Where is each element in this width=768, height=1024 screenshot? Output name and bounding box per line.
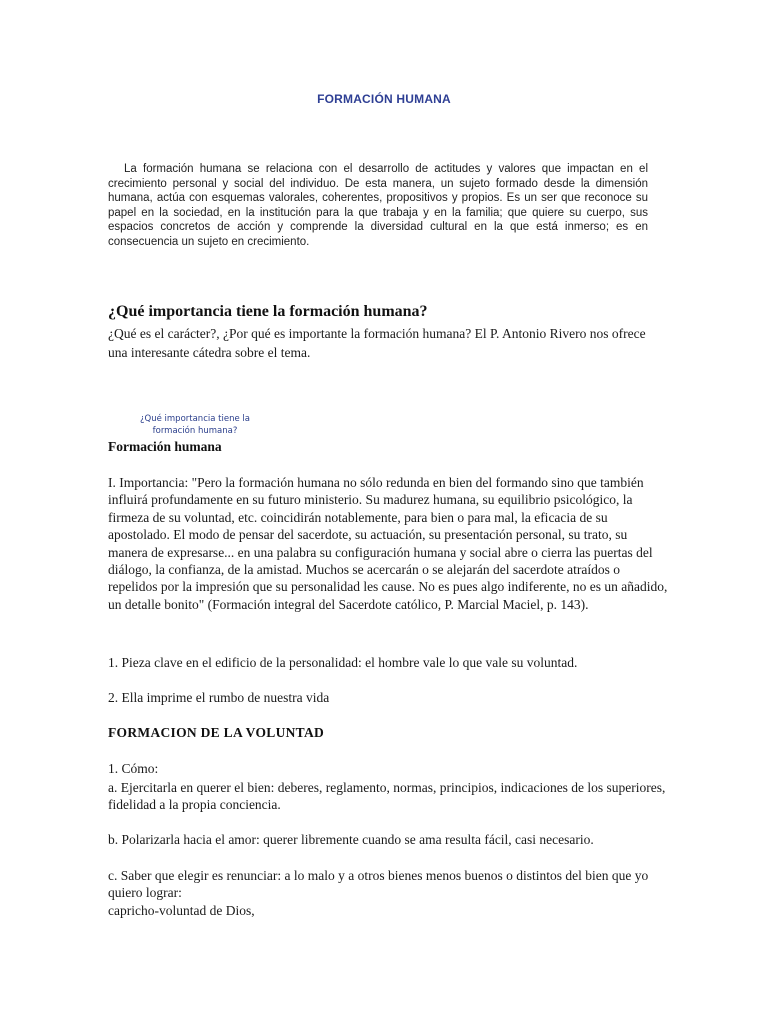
voluntad-heading: FORMACION DE LA VOLUNTAD bbox=[108, 725, 325, 740]
section-heading: Formación humana bbox=[108, 439, 222, 454]
article-link[interactable] bbox=[110, 413, 280, 437]
question-heading: ¿Qué importancia tiene la formación humana? bbox=[108, 303, 428, 320]
item-a: a. Ejercitarla en querer el bien: deberes, reglamento, normas, principios, indicaciones de los superiores, fidelidad a la propia conciencia. bbox=[108, 780, 666, 813]
intro-paragraph: La formación humana se relaciona con el desarrollo de actitudes y valores que impactan en el crecimiento personal y social del individuo. De esta manera, un sujeto formado desde la dimensión humana, actúa con esquemas valorales, coherentes, propositivos y propios. Es un ser que reconoce su papel en la sociedad, en la institución para la que trabaja y en la familia; que quiere su cuerpo, sus espacios concretos de acción y comprende la diversidad cultural en la que está inmerso; es en consecuencia un sujeto en crecimiento. bbox=[108, 163, 648, 248]
item-b: b. Polarizarla hacia el amor: querer libremente cuando se ama resulta fácil, casi necesario. bbox=[108, 832, 594, 847]
item-c-continued: capricho-voluntad de Dios, bbox=[108, 903, 255, 918]
point-one: 1. Pieza clave en el edificio de la personalidad: el hombre vale lo que vale su voluntad. bbox=[108, 655, 578, 670]
page-title: FORMACIÓN HUMANA bbox=[317, 92, 451, 106]
article-link-line1: ¿Qué importancia tiene la bbox=[140, 414, 250, 424]
point-two: 2. Ella imprime el rumbo de nuestra vida bbox=[108, 690, 330, 705]
item-c: c. Saber que elegir es renunciar: a lo malo y a otros bienes menos buenos o distintos del bien que yo quiero lograr: bbox=[108, 868, 649, 901]
question-subtext: ¿Qué es el carácter?, ¿Por qué es importante la formación humana? El P. Antonio Rivero nos ofrece una interesante cátedra sobre el tema. bbox=[108, 326, 646, 360]
como-label: 1. Cómo: bbox=[108, 761, 159, 776]
importance-paragraph: I. Importancia: "Pero la formación humana no sólo redunda en bien del formando sino que también influirá profundamente en su futuro ministerio. Su madurez humana, su equilibrio psicológico, la firmeza de su voluntad, etc. coincidirán notablemente, para bien o para mal, la eficacia de su apostolado. El modo de pensar del sacerdote, su actuación, su presentación personal, su trato, su manera de expresarse... en una palabra su configuración humana y social abre o cierra las puertas del diálogo, la confianza, de la amistad. Muchos se acercarán o se alejarán del sacerdote atraídos o repelidos por la impresión que su personalidad les cause. No es pues algo indiferente, no es un añadido, un detalle bonito" (Formación integral del Sacerdote católico, P. Marcial Maciel, p. 143). bbox=[108, 475, 668, 612]
article-link-line2: formación humana? bbox=[152, 426, 238, 436]
